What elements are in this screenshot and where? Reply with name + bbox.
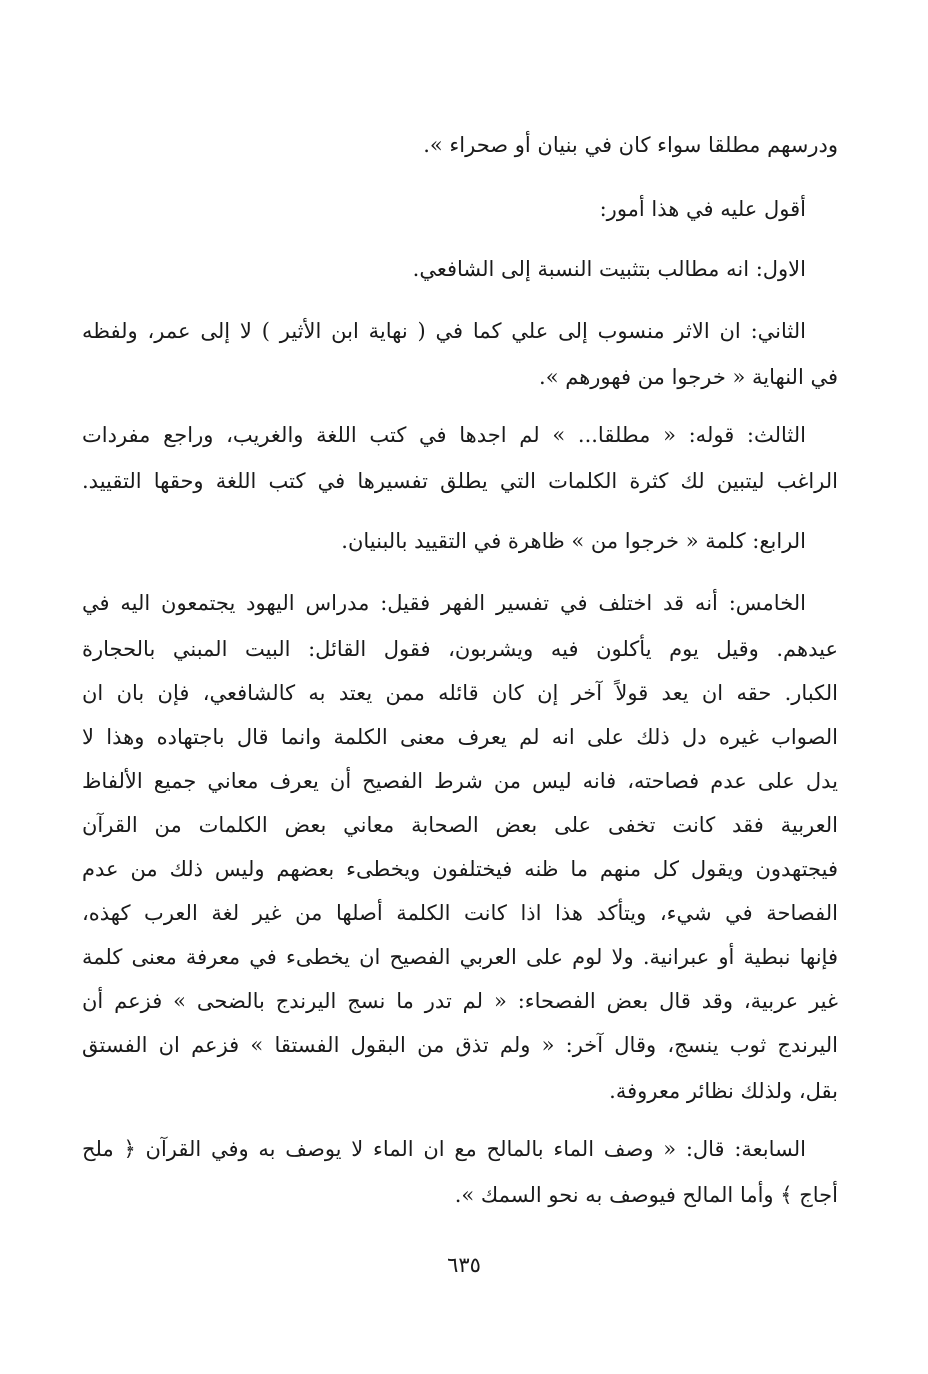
text-line: أقول عليه في هذا أمور:: [599, 197, 806, 221]
text-line: الفصاحة في شيء، ويتأكد هذا اذا كانت الكلمة أصلها من غير لغة العرب كهذه،: [82, 901, 838, 925]
text-line: الثاني: ان الاثر منسوب إلى علي كما في ( نهاية ابن الأثير ) لا إلى عمر، ولفظه: [82, 319, 806, 343]
text-line: في النهاية « خرجوا من فهورهم ».: [539, 365, 838, 389]
text-line: غير عربية، وقد قال بعض الفصحاء: « لم تدر ما نسج اليرندج بالضحى » فزعم أن: [82, 989, 838, 1013]
page-number: ٦٣٥: [447, 1253, 481, 1277]
text-line: الصواب غيره دل ذلك على انه لم يعرف معنى الكلمة وانما قال باجتهاده وهذا لا: [82, 725, 838, 749]
text-line: بقل، ولذلك نظائر معروفة.: [609, 1079, 838, 1103]
text-line: يدل على عدم فصاحته، فانه ليس من شرط الفصيح أن يعرف معاني جميع الألفاظ: [82, 769, 838, 793]
text-line: فإنها نبطية أو عبرانية. ولا لوم على العربي الفصيح ان يخطىء في معرفة معنى كلمة: [82, 945, 838, 969]
text-line: ودرسهم مطلقا سواء كان في بنيان أو صحراء ».: [423, 133, 838, 157]
text-line: العربية فقد كانت تخفى على بعض الصحابة معاني بعض الكلمات من القرآن: [82, 813, 838, 837]
text-line: فيجتهدون ويقول كل منهم ما ظنه فيختلفون ويخطىء بعضهم وليس ذلك من عدم: [82, 857, 838, 881]
text-line: الخامس: أنه قد اختلف في تفسير الفهر فقيل: مدراس اليهود يجتمعون اليه في: [82, 591, 806, 615]
text-line: عيدهم. وقيل يوم يأكلون فيه ويشربون، فقول القائل: البيت المبني بالحجارة: [82, 637, 838, 661]
text-line: الراغب ليتبين لك كثرة الكلمات التي يطلق تفسيرها في كتب اللغة وحقها التقييد.: [82, 469, 838, 493]
text-line: أجاج ﴾ وأما المالح فيوصف به نحو السمك ».: [454, 1183, 838, 1207]
text-line: اليرندج ثوب ينسج، وقال آخر: « ولم تذق من البقول الفستقا » فزعم ان الفستق: [82, 1033, 838, 1057]
text-line: الرابع: كلمة « خرجوا من » ظاهرة في التقييد بالبنيان.: [341, 529, 806, 553]
text-line: الثالث: قوله: « مطلقا... » لم اجدها في كتب اللغة والغريب، وراجع مفردات: [82, 423, 806, 447]
text-line: الكبار. حقه ان يعد قولاً آخر إن كان قائله ممن يعتد به كالشافعي، فإن بان ان: [82, 681, 838, 705]
text-line: الاول: انه مطالب بتثبيت النسبة إلى الشافعي.: [412, 257, 806, 281]
text-line: السابعة: قال: « وصف الماء بالمالح مع ان الماء لا يوصف به وفي القرآن ﴿ ملح: [82, 1137, 806, 1161]
